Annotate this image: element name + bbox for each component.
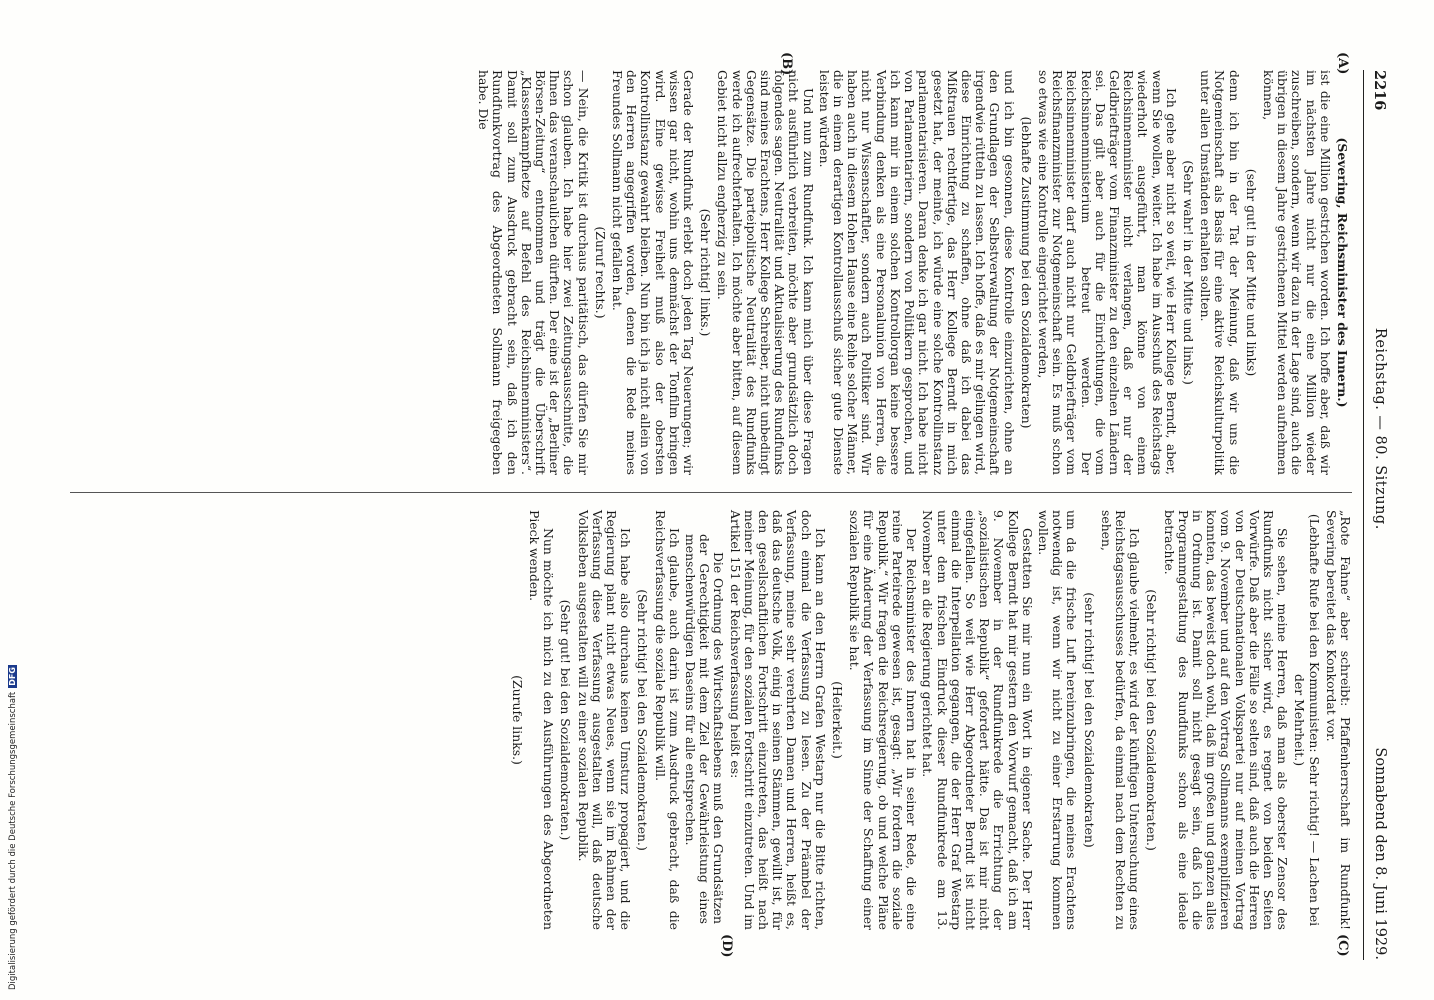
margin-mark-c: (C): [1335, 934, 1350, 957]
interjection: (Heiterkeit.): [830, 681, 846, 759]
paragraph: ist die eine Million gestrichen worden. Ich hoffe aber, daß wir im nächsten Jahre nicht nur die eine Million wieder zuschreiben, sondern, wenn wir dazu in der Lage sind, auch die übrigen in diesem Jahre gestrichenen Mittel werden aufnehmen können,: [1260, 70, 1333, 475]
page-date: Sonnabend den 8. Juni 1929.: [1372, 747, 1388, 960]
paragraph: und ich bin gesonnen, diese Kontrolle einzurichten, ohne an den Grundlagen der Selbstverwaltung der Notgemeinschaft irgendwie rütteln zu lassen. Ich hoffe, daß es mir gelingen wird, diese Einrichtung zu schaffen, ohne daß ich dabei das Mißtrauen rechtfertige, das Herr Kollege Berndt in mich gesetzt hat, der meinte, ich würde eine solche Kontrollinstanz parlamentarisieren. Daran denke ich gar nicht. Ich habe nicht von Parlamentariern, sondern von Politikern gesprochen, und ich kann mir in einem solchen Kontrollorgan keine bessere Verbindung denken als eine Personalunion von Herren, die nicht nur Wissenschaftler, sondern auch Politiker sind. Wir haben auch in diesem Hohen Hause eine Reihe solcher Männer, die in einem derartigen Kontrollausschuß sicher gute Dienste leisten würden.: [816, 70, 1017, 475]
digitization-credit: [8, 665, 18, 990]
paragraph: — Nein, die Kritik ist durchaus paritätisch, das dürfen Sie mir schon glauben. Ich habe hier zwei Zeitungsausschnitte, die Ihnen das veranschaulichen dürften. Der eine ist der „Berliner Börsen-Zeitung“ entnommen und trägt die Überschrift „Klassenkampfhetze auf Befehl des Reichsinnenministers“. Damit soll zum Ausdruck gebracht sein, daß ich den Rundfunkvortrag des Abgeordneten Sollmann freigegeben habe. Die: [476, 70, 591, 475]
dfg-logo: DFG: [8, 667, 17, 686]
credit-text: Digitalisierung gefördert durch die Deutsche Forschungsgemeinschaft: [8, 691, 18, 990]
page-header: [1366, 70, 1394, 960]
margin-mark-b: (B): [779, 52, 794, 76]
paragraph: um da die frische Luft hereinzubringen, die meines Erachtens notwendig ist, wenn wir nicht zu einer Erstarrung kommen wollen.: [1035, 510, 1080, 930]
interjection: (lebhafte Zustimmung bei den Sozialdemokraten): [1018, 116, 1034, 429]
interjection: (sehr richtig! bei den Sozialdemokraten): [1081, 592, 1097, 848]
paragraph: Ich gehe aber nicht so weit, wie Herr Kollege Berndt, aber, wenn Sie wollen, weiter. Ich habe im Ausschuß des Reichstags wiederholt ausgeführt, man könne von einem Reichsinnenminister nicht verlangen, daß er nur der Geldbriefträger vom Finanzminister zu den einzelnen Ländern sei. Das gilt aber auch für die Einrichtungen, die vom Reichsinnenministerium betreut werden. Der Reichsinnenminister darf auch nicht nur Geldbriefträger vom Reichsfinanzminister zur Notgemeinschaft sein. Es muß schon so etwas wie eine Kontrolle eingerichtet werden,: [1035, 70, 1179, 475]
paragraph: Ich glaube vielmehr, es wird der künftigen Untersuchung eines Reichstagsausschusses bedürfen, da einmal nach dem Rechten zu sehen,: [1098, 510, 1143, 930]
column-divider: [70, 492, 1352, 493]
paragraph: Nun möchte ich mich zu den Ausführungen des Abgeordneten Pieck wenden.: [527, 510, 557, 930]
interjection: (Lebhafte Rufe bei den Kommunisten: Sehr richtig! — Lachen bei der Mehrheit.): [1292, 513, 1322, 927]
interjection: (Sehr richtig! bei den Sozialdemokraten.): [1144, 589, 1160, 851]
interjection: (Sehr gut! bei den Sozialdemokraten.): [558, 599, 574, 841]
paragraph: Gerade der Rundfunk erlebt doch jeden Tag Neuerungen; wir wissen gar nicht, wohin uns demnächst der Tonfilm bringen wird. Eine gewisse Freiheit muß also der obersten Kontrollinstanz gewahrt bleiben. Nun bin ich ja nicht allein von den Herren angegriffen worden, denen die Rede meines Freundes Sollmann nicht gefallen hat.: [610, 70, 697, 475]
left-column: [474, 70, 1352, 475]
interjection: (sehr gut! in der Mitte und links): [1243, 168, 1259, 377]
paragraph: denn ich bin in der Tat der Meinung, daß wir uns die Notgemeinschaft als Basis für eine aktive Reichskulturpolitik unter allen Umständen erhalten sollten.: [1198, 70, 1242, 475]
interjection: (Sehr richtig! links.): [698, 208, 714, 337]
interjection: (Sehr richtig! bei den Sozialdemokraten.): [635, 589, 651, 851]
quotation: Die Ordnung des Wirtschaftslebens muß den Grundsätzen der Gerechtigkeit mit dem Ziel der Gewährleistung eines menschenwürdigen Daseins für alle entsprechen.: [683, 534, 727, 924]
interjection: (Sehr wahr! in der Mitte und links.): [1180, 160, 1196, 385]
page-number: 2216: [1371, 70, 1389, 111]
margin-mark-d: (D): [719, 934, 734, 958]
interjection: (Zurufe links.): [509, 675, 525, 765]
margin-mark-a: (A): [1335, 52, 1350, 75]
page-title: Reichstag. — 80. Sitzung.: [1372, 327, 1388, 530]
paragraph: Sie sehen, meine Herren, daß man als oberster Zensor des Rundfunks nicht sicher wird, es regnet von beiden Seiten Vorwürfe. Daß aber die Fälle so selten sind, daß auch die Herren von der Deutschnationalen Volkspartei nur auf meinen Vortrag vom 9. November und auf den Vortrag Sollmanns exemplifizieren konnten, das beweist doch wohl, daß im großen und ganzen alles in Ordnung ist. Damit soll nicht gesagt sein, daß ich die Programmgestaltung des Rundfunks schon als eine ideale betrachte.: [1161, 510, 1291, 930]
paragraph: Gestatten Sie mir nun ein Wort in eigener Sache. Der Herr Kollege Berndt hat mir gestern den Vorwurf gemacht, daß ich am 9. November in der Rundfunkrede die Errichtung der „sozialistischen Republik“ gefordert hätte. Das ist mir nicht eingefallen. So weit wie Herr Abgeordneter Berndt ist nicht einmal die Interpellation gegangen, die der Herr Graf Westarp unter dem frischen Eindruck dieser Rundfunkrede am 13. November an die Regierung gerichtet hat.: [920, 510, 1035, 930]
paragraph: Ich habe also durchaus keinen Umsturz propagiert, und die Regierung plant nicht etwas Neues, wenn sie im Rahmen der Verfassung diese Verfassung ausgestalten will, daß deutsche Volksleben ausgestalten will zu einer sozialen Republik.: [575, 510, 634, 930]
interjection: (Zuruf rechts.): [592, 226, 608, 319]
header-rule: [1363, 70, 1364, 960]
paragraph: „Rote Fahne“ aber schreibt: Pfaffenherrschaft im Rundfunk! Severing bereitet das Konkordat vor.: [1323, 510, 1353, 930]
paragraph: Ich kann an den Herrn Grafen Westarp nur die Bitte richten, doch einmal die Verfassung zu lesen. Zu der Präambel der Verfassung, meine sehr verehrten Damen und Herren, heißt es, daß das deutsche Volk, einig in seinen Stämmen, gewillt ist, für den gesellschaftlichen Fortschritt einzutreten, das heißt nach meiner Meinung, für den sozialen Fortschritt einzutreten. Und im Artikel 151 der Reichsverfassung heißt es:: [727, 510, 828, 930]
paragraph: Und nun zum Rundfunk. Ich kann mich über diese Fragen nicht ausführlich verbreiten, möchte aber grundsätzlich doch folgendes sagen. Neutralität und Aktualisierung des Rundfunks sind meines Erachtens, Herr Kollege Schreiber, nicht unbedingt Gegensätze. Die parteipolitische Neutralität des Rundfunks werde ich aufrechterhalten. Ich möchte aber bitten, auf diesem Gebiet nicht allzu engherzig zu sein.: [715, 70, 816, 475]
paragraph: Ich glaube, auch darin ist zum Ausdruck gebracht, daß die Reichsverfassung die soziale Republik will.: [652, 510, 682, 930]
right-column: [507, 510, 1352, 930]
speaker-label: (Severing, Reichsminister des Innern.): [1335, 137, 1350, 408]
paragraph: Der Reichsminister des Innern hat in seiner Rede, die eine reine Parteirede gewesen ist, gesagt: „Wir fordern die soziale Republik.“ Wir fragen die Reichsregierung, ob und welche Pläne für eine Änderung der Verfassung im Sinne der Schaffung einer sozialen Republik sie hat.: [847, 510, 920, 930]
